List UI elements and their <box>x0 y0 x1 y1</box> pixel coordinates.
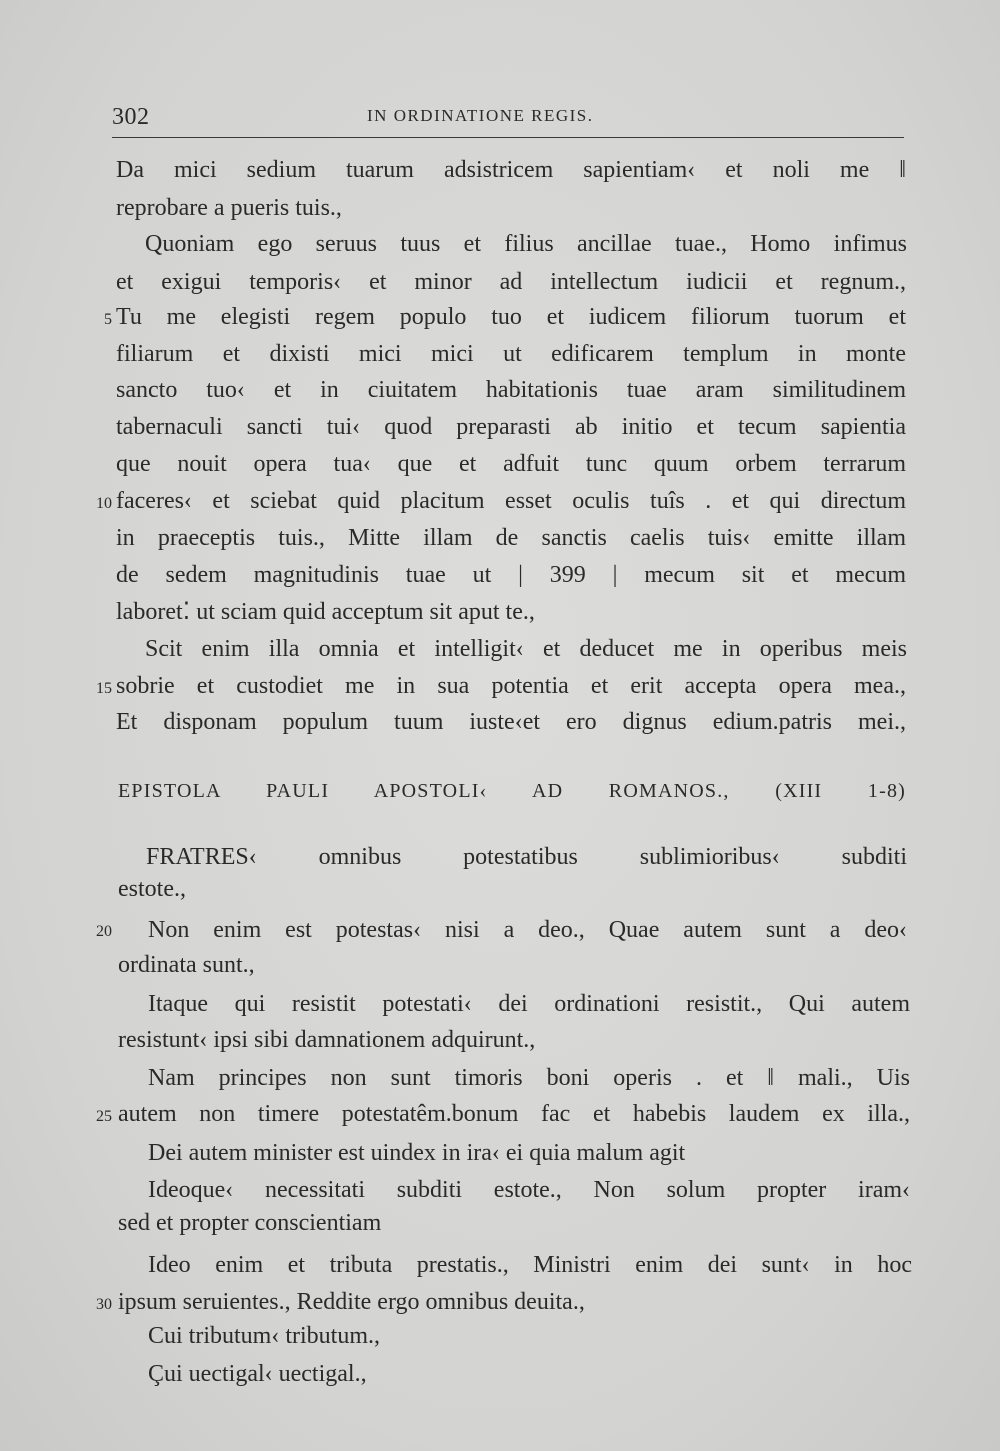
text-line: sancto tuo‹ et in ciuitatem habitationis tuae aram similitudinem <box>116 377 906 403</box>
text-line: Çui uectigal‹ uectigal., <box>148 1361 367 1387</box>
line-number: 30 <box>96 1296 112 1313</box>
text-line: laboret⁚ ut sciam quid acceptum sit aput te., <box>116 599 535 625</box>
text-line: Quoniam ego seruus tuus et filius ancillae tuae., Homo infimus <box>145 231 907 257</box>
text-line: sobrie et custodiet me in sua potentia et erit accepta opera mea., <box>116 673 906 699</box>
text-line: et exigui temporis‹ et minor ad intellectum iudicii et regnum., <box>116 269 906 295</box>
line-number: 5 <box>104 311 112 328</box>
text-line: Nam principes non sunt timoris boni operis . et ‖ mali., Uis <box>148 1065 910 1091</box>
text-line: reprobare a pueris tuis., <box>116 195 342 221</box>
text-line: ipsum seruientes., Reddite ergo omnibus deuita., <box>118 1289 585 1315</box>
text-line: Da mici sedium tuarum adsistricem sapientiam‹ et noli me ‖ <box>116 157 906 183</box>
section-heading: EPISTOLA PAULI APOSTOLI‹ AD ROMANOS., (XIII 1-8) <box>118 780 906 802</box>
line-number: 15 <box>96 680 112 697</box>
page-number: 302 <box>112 104 150 130</box>
text-line: resistunt‹ ipsi sibi damnationem adquirunt., <box>118 1027 536 1053</box>
text-line: Ideoque‹ necessitati subditi estote., Non solum propter iram‹ <box>148 1177 910 1203</box>
text-line: filiarum et dixisti mici mici ut edificarem templum in monte <box>116 341 906 367</box>
text-line: que nouit opera tua‹ que et adfuit tunc quum orbem terrarum <box>116 451 906 477</box>
text-line: ordinata sunt., <box>118 952 255 978</box>
text-line: Cui tributum‹ tributum., <box>148 1323 380 1349</box>
text-line: Ideo enim et tributa prestatis., Ministri enim dei sunt‹ in hoc <box>148 1252 912 1278</box>
text-line: estote., <box>118 876 186 902</box>
header-rule <box>112 137 904 138</box>
running-head: IN ORDINATIONE REGIS. <box>367 106 594 125</box>
text-line: Itaque qui resistit potestati‹ dei ordinationi resistit., Qui autem <box>148 991 910 1017</box>
text-line: Tu me elegisti regem populo tuo et iudicem filiorum tuorum et <box>116 304 906 330</box>
text-line: faceres‹ et sciebat quid placitum esset oculis tuîs . et qui directum <box>116 488 906 514</box>
text-line: Et disponam populum tuum iuste‹et ero dignus edium.patris mei., <box>116 709 906 735</box>
line-number: 10 <box>96 495 112 512</box>
text-line: Scit enim illa omnia et intelligit‹ et deducet me in operibus meis <box>145 636 907 662</box>
text-line: tabernaculi sancti tui‹ quod preparasti ab initio et tecum sapientia <box>116 414 906 440</box>
text-line: FRATRES‹ omnibus potestatibus sublimioribus‹ subditi <box>146 844 907 870</box>
line-number: 20 <box>96 923 112 940</box>
text-line: autem non timere potestatêm.bonum fac et habebis laudem ex illa., <box>118 1101 910 1127</box>
text-line: de sedem magnitudinis tuae ut | 399 | mecum sit et mecum <box>116 562 906 588</box>
text-line: in praeceptis tuis., Mitte illam de sanctis caelis tuis‹ emitte illam <box>116 525 906 551</box>
page-header <box>112 102 902 132</box>
text-line: Non enim est potestas‹ nisi a deo., Quae autem sunt a deo‹ <box>148 917 907 943</box>
text-line: Dei autem minister est uindex in ira‹ ei quia malum agit <box>148 1140 686 1166</box>
line-number: 25 <box>96 1108 112 1125</box>
text-line: sed et propter conscientiam <box>118 1210 382 1236</box>
